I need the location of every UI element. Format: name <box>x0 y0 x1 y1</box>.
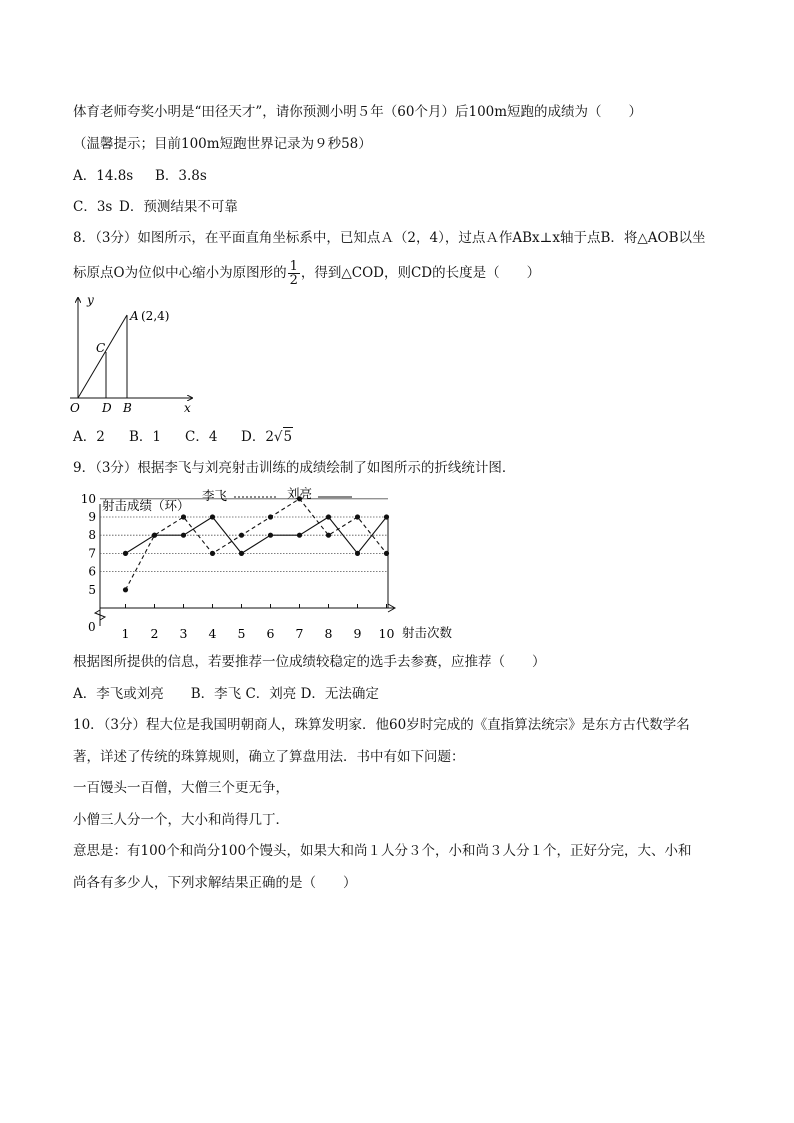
q8-stem-line2-post: ，得到△COD，则CD的长度是（ ） <box>300 265 541 281</box>
y-tick-label: 9 <box>88 510 96 524</box>
data-point-liuliang <box>297 533 302 538</box>
q7-options-row2 <box>73 198 238 216</box>
data-point-liuliang <box>239 551 244 556</box>
x-tick-label: 8 <box>324 626 333 641</box>
q8-option-b[interactable]: B．1 <box>129 429 162 445</box>
data-point-lifei <box>123 587 128 592</box>
label-A-coord: (2,4) <box>141 309 170 323</box>
q8-option-a[interactable]: A．2 <box>73 429 105 445</box>
y-tick-label: 10 <box>80 491 96 506</box>
data-point-lifei <box>268 514 273 519</box>
data-point-lifei <box>210 551 215 556</box>
data-point-liuliang <box>355 551 360 556</box>
q7-hint: （温馨提示；目前100m短跑世界记录为９秒58） <box>73 136 372 152</box>
q9-options[interactable]: A．李飞或刘亮 B．李飞 C．刘亮 D．无法确定 <box>73 686 379 702</box>
q10-meaning-line1: 意思是：有100个和尚分100个馒头，如果大和尚１人分３个，小和尚３人分１个，正好分完，大、小和 <box>73 843 692 859</box>
y-tick-label: 8 <box>88 528 96 543</box>
data-point-liuliang <box>268 533 273 538</box>
q8-stem-line1: 8．（3分）如图所示，在平面直角坐标系中，已知点Ａ（2，4），过点Ａ作ABx⊥x轴于点B．将△AOB以坐 <box>73 230 706 246</box>
data-point-lifei <box>326 533 331 538</box>
legend-label-lifei: 李飞 <box>202 488 228 503</box>
x-tick-label: 6 <box>266 626 275 641</box>
x-tick-label: 3 <box>179 626 188 641</box>
data-point-liuliang <box>181 533 186 538</box>
label-x: x <box>184 401 191 415</box>
q9-line-chart <box>70 486 470 642</box>
q8-stem-line2 <box>73 260 540 287</box>
data-point-liuliang <box>384 514 389 519</box>
data-point-lifei <box>355 514 360 519</box>
fraction-denominator: 2 <box>289 273 298 288</box>
fraction-one-half <box>288 260 300 287</box>
q8-option-c[interactable]: C．4 <box>185 429 218 445</box>
x-tick-label: 7 <box>295 626 304 641</box>
x-tick-label: 10 <box>378 626 395 641</box>
q10-stem-line1: 10．（3分）程大位是我国明朝商人，珠算发明家．他60岁时完成的《直指算法统宗》是东方古代数学名 <box>73 717 690 733</box>
data-point-liuliang <box>152 533 157 538</box>
q8-stem-line2-pre: 标原点O为位似中心缩小为原图形的 <box>73 265 287 281</box>
x-tick-label: 2 <box>150 626 159 641</box>
q7-option-a[interactable]: A．14.8s <box>73 168 134 184</box>
y-tick-label: 5 <box>88 582 96 597</box>
data-point-liuliang <box>210 514 215 519</box>
label-O: O <box>70 401 80 415</box>
label-B: B <box>123 401 132 415</box>
label-A: A <box>130 309 139 323</box>
data-point-lifei <box>181 514 186 519</box>
y-tick-label: 6 <box>88 564 96 579</box>
q7-option-c[interactable]: C．3s <box>73 199 113 215</box>
data-point-lifei <box>239 533 244 538</box>
sqrt-icon: √ <box>273 429 283 445</box>
x-tick-label: 9 <box>353 626 362 641</box>
sqrt-radicand: 5 <box>283 429 293 445</box>
label-C: C <box>96 341 106 355</box>
fraction-numerator: 1 <box>289 259 298 274</box>
x-tick-label: 1 <box>121 626 130 641</box>
q9-stem: 9．（3分）根据李飞与刘亮射击训练的成绩绘制了如图所示的折线统计图． <box>73 460 516 476</box>
x-tick-label: 4 <box>208 626 217 641</box>
label-y: y <box>87 293 94 307</box>
q8-options <box>73 427 293 446</box>
chart-origin-label: 0 <box>88 620 96 634</box>
data-point-liuliang <box>326 514 331 519</box>
data-point-lifei <box>384 551 389 556</box>
q10-poem-line2: 小僧三人分一个，大小和尚得几丁． <box>73 812 289 828</box>
q10-stem-line2: 著，详述了传统的珠算规则，确立了算盘用法．书中有如下问题： <box>73 749 465 765</box>
q7-option-d[interactable]: D．预测结果不可靠 <box>119 199 238 215</box>
x-tick-label: 5 <box>237 626 246 641</box>
q8-option-d[interactable] <box>241 427 293 446</box>
chart-x-label: 射击次数 <box>402 625 453 640</box>
y-tick-label: 7 <box>88 546 96 561</box>
q9-question: 根据图所提供的信息，若要推荐一位成绩较稳定的选手去参赛，应推荐（ ） <box>73 654 546 670</box>
chart-labels <box>81 492 395 641</box>
q8-coordinate-figure <box>66 290 202 416</box>
q7-options-row1 <box>73 167 207 185</box>
q10-poem-line1: 一百馒头一百僧，大僧三个更无争， <box>73 780 289 796</box>
legend-label-liuliang: 刘亮 <box>287 486 313 501</box>
q10-meaning-line2: 尚各有多少人，下列求解结果正确的是（ ） <box>73 875 357 891</box>
chart-y-label: 射击成绩（环） <box>102 498 190 513</box>
label-D: D <box>102 401 112 415</box>
q7-option-b[interactable]: B．3.8s <box>155 168 207 184</box>
q8-option-d-prefix: D．2 <box>241 429 274 445</box>
data-point-liuliang <box>123 551 128 556</box>
segment-OA <box>78 315 127 398</box>
q7-stem-line1: 体育老师夸奖小明是“田径天才”，请你预测小明５年（60个月）后100m短跑的成绩为（ ） <box>73 104 643 120</box>
